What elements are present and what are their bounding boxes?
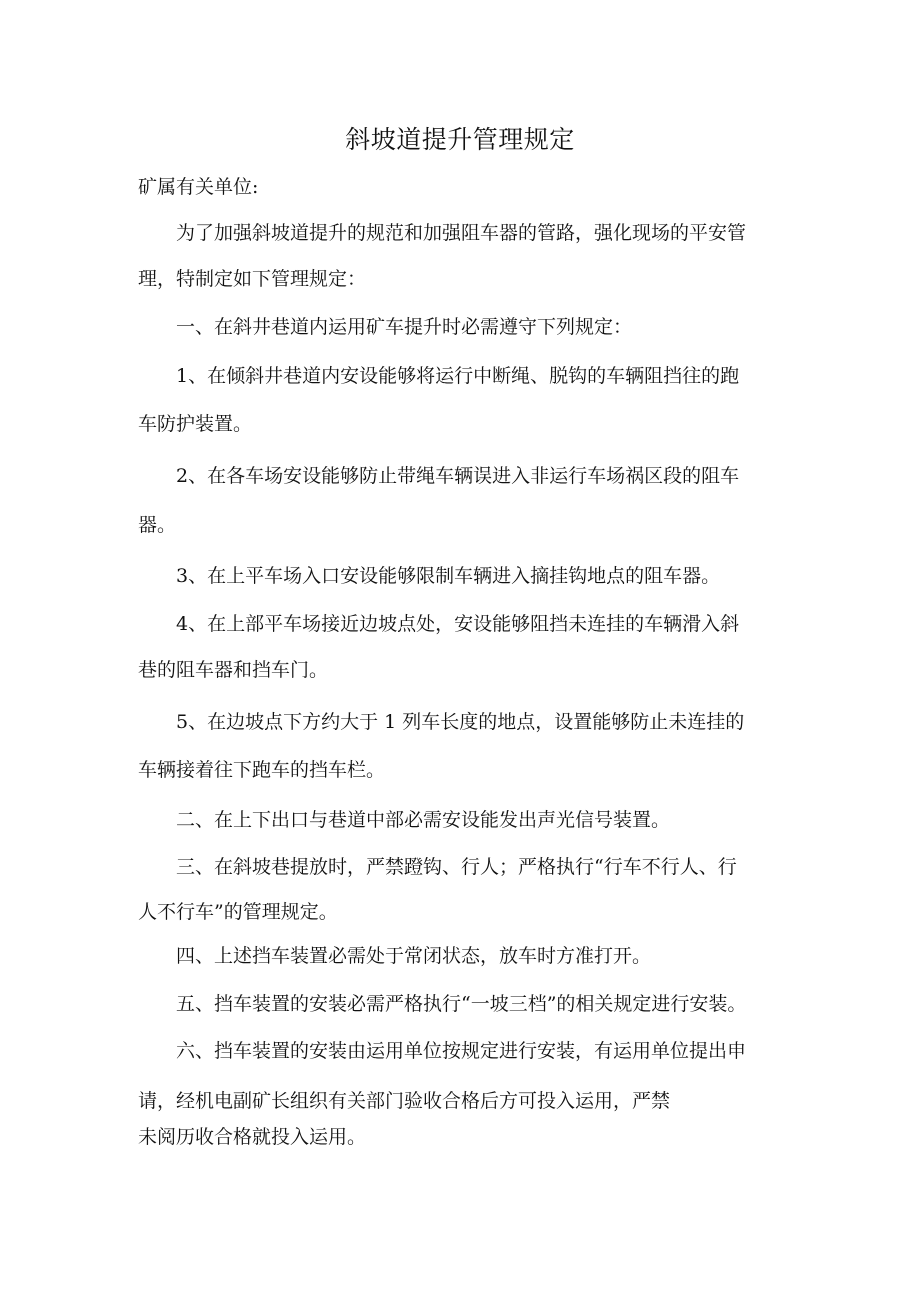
paragraph-line: 3、在上平车场入口安设能够限制车辆进入摘挂钩地点的阻车器。 (176, 565, 721, 587)
paragraph-line: 2、在各车场安设能够防止带绳车辆误进入非运行车场祸区段的阻车 (176, 465, 740, 487)
paragraph-line: 理，特制定如下管理规定： (138, 268, 367, 290)
paragraph-line: 请，经机电副矿长组织有关部门验收合格后方可投入运用，严禁 (138, 1090, 671, 1112)
paragraph-line: 六、挡车装置的安装由运用单位按规定进行安装，有运用单位提出申 (176, 1040, 747, 1062)
paragraph-line: 巷的阻车器和挡车门。 (138, 659, 329, 681)
paragraph-line: 未阅历收合格就投入运用。 (138, 1126, 367, 1148)
paragraph-line: 四、上述挡车装置必需处于常闭状态，放车时方准打开。 (176, 945, 652, 967)
paragraph-line: 二、在上下出口与巷道中部必需安设能发出声光信号装置。 (176, 809, 671, 831)
paragraph-line: 器。 (138, 514, 177, 536)
paragraph-line: 4、在上部平车场接近边坡点处，安设能够阻挡未连挂的车辆滑入斜 (176, 613, 740, 635)
paragraph-line: 5、在边坡点下方约大于 1 列车长度的地点，设置能够防止未连挂的 (176, 711, 745, 733)
paragraph-line: 三、在斜坡巷提放时，严禁蹬钩、行人；严格执行“行车不行人、行 (176, 856, 737, 878)
paragraph-line: 五、挡车装置的安装必需严格执行“一坡三档”的相关规定进行安装。 (176, 993, 747, 1015)
salutation: 矿属有关单位: (138, 176, 259, 198)
paragraph-line: 一、在斜井巷道内运用矿车提升时必需遵守下列规定： (176, 316, 633, 338)
paragraph-line: 1、在倾斜井巷道内安设能够将运行中断绳、脱钩的车辆阻挡往的跑 (176, 365, 740, 387)
paragraph-line: 人不行车”的管理规定。 (138, 901, 338, 923)
paragraph-line: 为了加强斜坡道提升的规范和加强阻车器的管路，强化现场的平安管 (176, 222, 747, 244)
paragraph-line: 车防护装置。 (138, 413, 253, 435)
paragraph-line: 车辆接着往下跑车的挡车栏。 (138, 759, 386, 781)
document-title: 斜坡道提升管理规定 (345, 125, 575, 154)
